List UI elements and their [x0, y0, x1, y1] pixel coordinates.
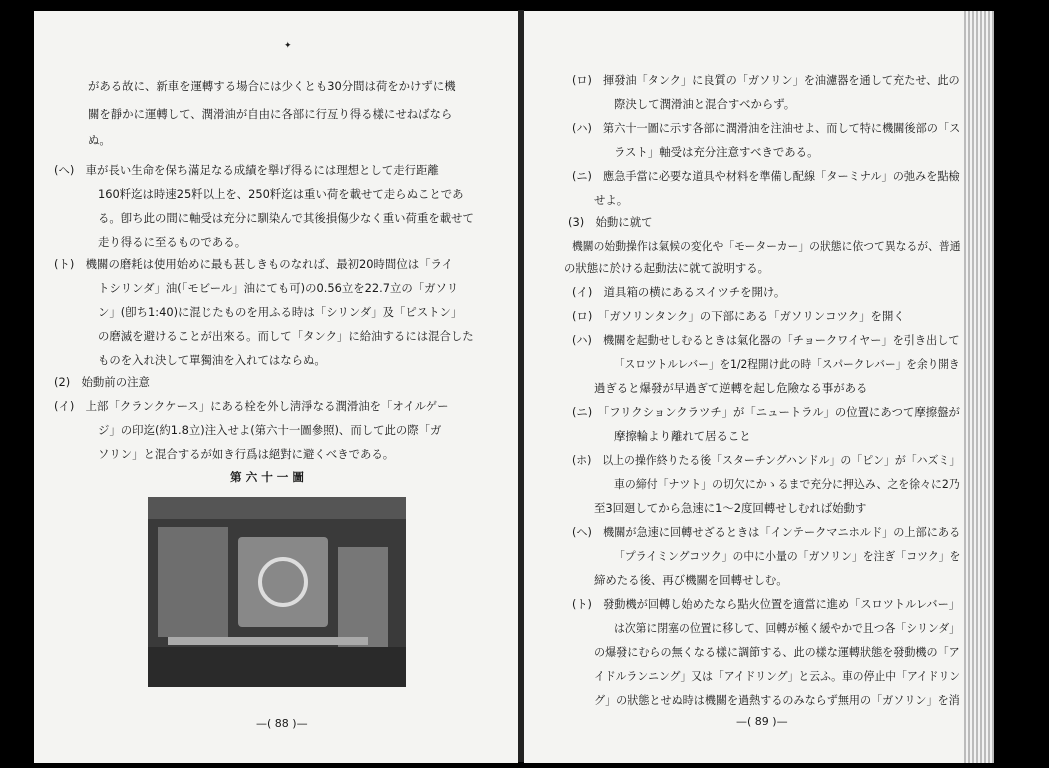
text-line: (イ) 道具箱の横にあるスイツチを開け。: [572, 285, 786, 299]
text-line: イドルランニング」又は「アイドリング」と云ふ。車の停止中「アイドリン: [594, 669, 961, 683]
text-line: 締めたる後、再び機關を回轉せしむ。: [594, 573, 788, 587]
text-line: ぬ。: [88, 133, 111, 147]
text-line: グ」の狀態とせぬ時は機關を過熱するのみならず無用の「ガソリン」を消: [594, 693, 960, 707]
text-line: (イ) 上部「クランクケース」にある栓を外し淸淨なる潤滑油を「オイルゲー: [54, 399, 449, 413]
text-line: ソリン」と混合するが如き行爲は絕對に避くべきである。: [98, 447, 395, 461]
text-line: せよ。: [594, 193, 629, 207]
text-line: 至3回廻してから急速に1〜2度回轉せしむれば始動す: [594, 501, 867, 515]
text-line: (ト) 發動機が回轉し始めたなら點火位置を適當に進め「スロツトルレバー」: [572, 597, 960, 611]
text-line: (ロ) 揮發油「タンク」に良質の「ガソリン」を油濾器を通して充たせ、此の: [572, 73, 960, 87]
text-line: (ロ) 「ガソリンタンク」の下部にある「ガソリンコツク」を開く: [572, 309, 905, 323]
text-line: ン」(卽ち1:40)に混じたものを用ふる時は「シリンダ」及「ピストン」: [98, 305, 463, 319]
right-page: [524, 11, 994, 763]
text-line: (ニ) 「フリクションクラツチ」が「ニュートラル」の位置にあつて摩擦盤が: [572, 405, 960, 419]
text-line: 走り得るに至るものである。: [98, 235, 247, 249]
text-line: る。卽ち此の間に軸受は充分に馴染んで其後損傷少なく重い荷重を載せて: [98, 211, 474, 225]
text-line: (ハ) 機關を起動せしむるときは氣化器の「チョークワイヤー」を引き出して: [572, 333, 960, 347]
text-line: 「プライミングコツク」の中に小量の「ガソリン」を注ぎ「コツク」を: [614, 549, 961, 563]
section-heading: (2) 始動前の注意: [54, 375, 150, 389]
left-page: [34, 11, 518, 763]
text-line: の狀態に於ける起動法に就て說明する。: [564, 261, 770, 275]
engine-photo: [148, 497, 406, 687]
text-line: 際決して潤滑油と混合すべからず。: [614, 97, 796, 111]
text-line: 「スロツトルレバー」を1/2程開け此の時「スパークレバー」を余り開き: [614, 357, 960, 371]
text-line: (へ) 車が長い生命を保ち滿足なる成績を擧げ得るには理想として走行距離: [54, 163, 439, 177]
text-line: ラスト」軸受は充分注意すべきである。: [614, 145, 819, 159]
text-line: ジ」の印迄(約1.8立)注入せよ(第六十一圖參照)、而して此の際「ガ: [98, 423, 442, 437]
text-line: は次第に閉塞の位置に移して、回轉が極く緩やかで且つ各「シリンダ」: [614, 621, 961, 635]
page-edge: [964, 11, 994, 763]
text-line: (ハ) 第六十一圖に示す各部に潤滑油を注油せよ、而して特に機關後部の「ス: [572, 121, 961, 135]
text-line: がある故に、新車を運轉する場合には少くとも30分間は荷をかけずに機: [88, 79, 456, 93]
text-line: の爆發にむらの無くなる樣に調節する、此の樣な運轉狀態を發動機の「ア: [594, 645, 960, 659]
text-line: 關を靜かに運轉して、潤滑油が自由に各部に行亙り得る樣にせねばなら: [88, 107, 453, 121]
text-line: (ホ) 以上の操作終りたる後「スターチングハンドル」の「ピン」が「ハズミ」: [572, 453, 961, 467]
text-line: (ト) 機關の磨耗は使用始めに最も甚しきものなれば、最初20時間位は「ライ: [54, 257, 453, 271]
text-line: 車の締付「ナツト」の切欠にかゝるまで充分に押込み、之を徐々に2乃: [614, 477, 960, 491]
text-line: の磨滅を避けることが出來る。而して「タンク」に給油するには混合した: [98, 329, 474, 343]
text-line: 摩擦輪より離れて居ること: [614, 429, 751, 443]
text-line: ものを入れ決して單獨油を入れてはならぬ。: [98, 353, 326, 367]
page-number: —( 88 )—: [256, 717, 308, 730]
ink-mark: ✦: [284, 41, 292, 51]
figure-title: 第六十一圖: [230, 470, 308, 484]
section-heading: (3) 始動に就て: [568, 215, 653, 229]
text-line: 160粁迄は時速25粁以上を、250粁迄は重い荷を載せて走らぬことであ: [98, 187, 464, 201]
text-line: (ヘ) 機關が急速に回轉せざるときは「インテークマニホルド」の上部にある: [572, 525, 961, 539]
text-line: トシリンダ」油(「モビール」油にても可)の0.56立を22.7立の「ガソリ: [98, 281, 459, 295]
text-line: 機關の始動操作は氣候の変化や「モーターカー」の狀態に依つて異なるが、普通: [572, 239, 961, 253]
text-line: 過ぎると爆發が早過ぎて逆轉を起し危險なる事がある: [594, 381, 868, 395]
text-line: (ニ) 應急手當に必要な道具や材料を準備し配線「ターミナル」の弛みを點檢: [572, 169, 960, 183]
page-number: —( 89 )—: [736, 715, 788, 728]
